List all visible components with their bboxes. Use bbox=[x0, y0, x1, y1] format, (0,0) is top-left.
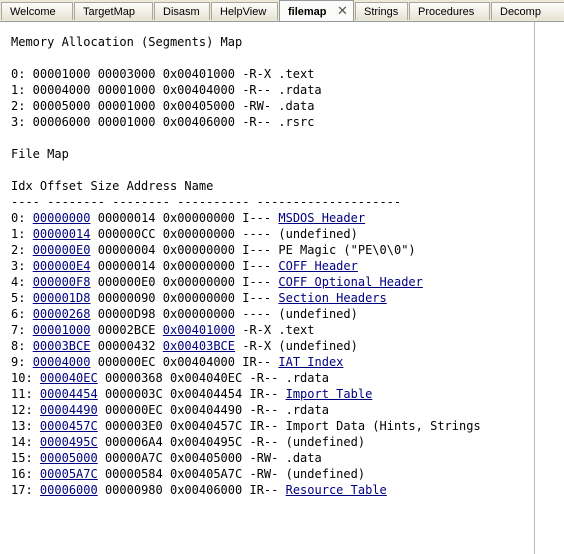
row-size: 00000368 bbox=[104, 371, 163, 385]
file-map-row bbox=[11, 354, 343, 370]
row-flags: I--- bbox=[242, 275, 272, 289]
file-map-header: Idx Offset Size Address Name bbox=[11, 179, 214, 193]
tab-label: Welcome bbox=[10, 6, 56, 18]
offset-link[interactable]: 00004454 bbox=[39, 387, 98, 401]
file-map-row bbox=[11, 338, 358, 354]
row-name: (undefined) bbox=[278, 339, 358, 353]
row-address: 0x00000000 bbox=[162, 259, 235, 273]
row-flags: -R-- bbox=[249, 371, 279, 385]
offset-link[interactable]: 0000495C bbox=[39, 435, 98, 449]
address-link[interactable]: 0x00401000 bbox=[162, 323, 235, 337]
name-link[interactable]: MSDOS Header bbox=[278, 211, 366, 225]
row-size: 00000980 bbox=[104, 483, 163, 497]
offset-link[interactable]: 000001D8 bbox=[32, 291, 91, 305]
row-flags: IR-- bbox=[249, 387, 279, 401]
offset-link[interactable]: 00006000 bbox=[39, 483, 98, 497]
name-link[interactable]: COFF Header bbox=[278, 259, 358, 273]
file-map-row bbox=[11, 258, 358, 274]
row-address: 0x00000000 bbox=[162, 227, 235, 241]
row-index: 4: bbox=[11, 275, 26, 289]
tab-decomp[interactable] bbox=[491, 2, 564, 20]
row-address: 0x00404000 bbox=[162, 355, 235, 369]
offset-link[interactable]: 00003BCE bbox=[32, 339, 91, 353]
tab-label: Strings bbox=[364, 6, 399, 18]
tab-helpview[interactable] bbox=[211, 2, 278, 20]
row-flags: I--- bbox=[242, 291, 272, 305]
tab-strings[interactable] bbox=[355, 2, 408, 20]
offset-link[interactable]: 00000268 bbox=[32, 307, 91, 321]
name-link[interactable]: COFF Optional Header bbox=[278, 275, 423, 289]
row-size: 000000EC bbox=[97, 355, 156, 369]
row-flags: ---- bbox=[242, 227, 272, 241]
row-flags: I--- bbox=[242, 211, 272, 225]
offset-link[interactable]: 00000014 bbox=[32, 227, 91, 241]
file-map-row bbox=[11, 386, 372, 402]
row-size: 0000003C bbox=[104, 387, 163, 401]
close-icon[interactable]: ✕ bbox=[337, 3, 348, 18]
file-map-row bbox=[11, 306, 358, 322]
row-size: 00002BCE bbox=[97, 323, 156, 337]
row-index: 14: bbox=[11, 435, 33, 449]
row-index: 3: bbox=[11, 259, 26, 273]
file-map-row bbox=[11, 290, 387, 306]
row-index: 7: bbox=[11, 323, 26, 337]
row-address: 0x00000000 bbox=[162, 291, 235, 305]
offset-link[interactable]: 00005A7C bbox=[39, 467, 98, 481]
file-map-row bbox=[11, 482, 387, 498]
row-index: 13: bbox=[11, 419, 33, 433]
row-flags: IR-- bbox=[249, 483, 279, 497]
row-address: 0x00404454 bbox=[169, 387, 243, 401]
filemap-view bbox=[0, 22, 535, 554]
name-link[interactable]: IAT Index bbox=[278, 355, 344, 369]
row-index: 0: bbox=[11, 211, 26, 225]
row-flags: IR-- bbox=[249, 419, 279, 433]
row-name: .rdata bbox=[285, 403, 329, 417]
memory-map-row: 2: 00005000 00001000 0x00405000 -RW- .data bbox=[11, 99, 315, 113]
row-address: 0x0040495C bbox=[169, 435, 243, 449]
row-size: 000003E0 bbox=[104, 419, 163, 433]
offset-link[interactable]: 00000000 bbox=[32, 211, 91, 225]
row-size: 000000EC bbox=[104, 403, 163, 417]
row-index: 1: bbox=[11, 227, 26, 241]
row-name: PE Magic ("PE\0\0") bbox=[278, 243, 416, 257]
tab-targetmap[interactable] bbox=[74, 2, 153, 20]
row-flags: -RW- bbox=[249, 467, 279, 481]
row-size: 000000CC bbox=[97, 227, 156, 241]
row-size: 000000E0 bbox=[97, 275, 156, 289]
row-size: 00000A7C bbox=[104, 451, 163, 465]
row-flags: -R-X bbox=[242, 339, 272, 353]
tab-label: Procedures bbox=[418, 6, 475, 18]
row-address: 0x00000000 bbox=[162, 243, 235, 257]
tab-label: TargetMap bbox=[83, 6, 135, 18]
file-map-row bbox=[11, 322, 315, 338]
row-flags: IR-- bbox=[242, 355, 272, 369]
file-map-row bbox=[11, 210, 365, 226]
row-size: 00000014 bbox=[97, 211, 156, 225]
row-address: 0x00406000 bbox=[169, 483, 243, 497]
row-flags: I--- bbox=[242, 243, 272, 257]
row-size: 00000014 bbox=[97, 259, 156, 273]
row-address: 0x00000000 bbox=[162, 275, 235, 289]
row-name: (undefined) bbox=[278, 227, 358, 241]
file-map-row bbox=[11, 450, 322, 466]
memory-map-row: 3: 00006000 00001000 0x00406000 -R-- .rsrc bbox=[11, 115, 315, 129]
row-name: Import Data (Hints, Strings bbox=[285, 419, 481, 433]
file-map-separator: ---- -------- -------- ---------- -------------------- bbox=[11, 195, 402, 209]
offset-link[interactable]: 00005000 bbox=[39, 451, 98, 465]
row-index: 15: bbox=[11, 451, 33, 465]
offset-link[interactable]: 00004490 bbox=[39, 403, 98, 417]
row-address: 0x00405000 bbox=[169, 451, 243, 465]
offset-link[interactable]: 00001000 bbox=[32, 323, 91, 337]
name-link[interactable]: Resource Table bbox=[285, 483, 387, 497]
row-address: 0x00404490 bbox=[169, 403, 243, 417]
tab-label: HelpView bbox=[220, 6, 267, 18]
row-size: 00000090 bbox=[97, 291, 156, 305]
offset-link[interactable]: 0000457C bbox=[39, 419, 98, 433]
offset-link[interactable]: 00004000 bbox=[32, 355, 91, 369]
row-flags: I--- bbox=[242, 259, 272, 273]
row-name: .text bbox=[278, 323, 315, 337]
name-link[interactable]: Import Table bbox=[285, 387, 373, 401]
row-index: 11: bbox=[11, 387, 33, 401]
tab-filemap[interactable] bbox=[279, 0, 354, 22]
row-index: 2: bbox=[11, 243, 26, 257]
address-link[interactable]: 0x00403BCE bbox=[162, 339, 235, 353]
file-map-title: File Map bbox=[11, 147, 69, 161]
row-address: 0x00000000 bbox=[162, 307, 235, 321]
tab-label: Decomp bbox=[500, 6, 541, 18]
memory-map-title: Memory Allocation (Segments) Map bbox=[11, 35, 243, 49]
row-flags: -R-- bbox=[249, 403, 279, 417]
row-address: 0x00000000 bbox=[162, 211, 235, 225]
row-size: 00000004 bbox=[97, 243, 156, 257]
row-index: 10: bbox=[11, 371, 33, 385]
row-index: 16: bbox=[11, 467, 33, 481]
tab-welcome[interactable] bbox=[1, 2, 73, 20]
file-map-row bbox=[11, 418, 481, 434]
memory-map-row: 0: 00001000 00003000 0x00401000 -R-X .text bbox=[11, 67, 315, 81]
tab-label: filemap bbox=[288, 6, 327, 18]
file-map-row bbox=[11, 402, 329, 418]
file-map-row bbox=[11, 434, 365, 450]
row-size: 000006A4 bbox=[104, 435, 163, 449]
row-flags: ---- bbox=[242, 307, 272, 321]
tab-disasm[interactable] bbox=[154, 2, 210, 20]
row-name: .rdata bbox=[285, 371, 329, 385]
row-name: .data bbox=[285, 451, 322, 465]
memory-map-row: 1: 00004000 00001000 0x00404000 -R-- .rdata bbox=[11, 83, 322, 97]
row-flags: -RW- bbox=[249, 451, 279, 465]
offset-link[interactable]: 000000E4 bbox=[32, 259, 91, 273]
tab-procedures[interactable] bbox=[409, 2, 490, 20]
offset-link[interactable]: 000040EC bbox=[39, 371, 98, 385]
row-address: 0x0040457C bbox=[169, 419, 243, 433]
row-index: 6: bbox=[11, 307, 26, 321]
file-map-row bbox=[11, 466, 365, 482]
offset-link[interactable]: 000000E0 bbox=[32, 243, 91, 257]
row-flags: -R-- bbox=[249, 435, 279, 449]
row-address: 0x004040EC bbox=[169, 371, 243, 385]
row-index: 5: bbox=[11, 291, 26, 305]
row-name: (undefined) bbox=[285, 467, 366, 481]
row-index: 17: bbox=[11, 483, 33, 497]
file-map-row bbox=[11, 274, 423, 290]
row-index: 8: bbox=[11, 339, 26, 353]
file-map-row bbox=[11, 242, 416, 258]
row-index: 12: bbox=[11, 403, 33, 417]
row-size: 00000584 bbox=[104, 467, 163, 481]
file-map-row bbox=[11, 226, 358, 242]
row-size: 00000D98 bbox=[97, 307, 156, 321]
name-link[interactable]: Section Headers bbox=[278, 291, 387, 305]
tab-label: Disasm bbox=[163, 6, 200, 18]
row-flags: -R-X bbox=[242, 323, 272, 337]
row-address: 0x00405A7C bbox=[169, 467, 243, 481]
row-name: (undefined) bbox=[285, 435, 366, 449]
tab-bar bbox=[0, 0, 564, 22]
row-size: 00000432 bbox=[97, 339, 156, 353]
row-index: 9: bbox=[11, 355, 26, 369]
offset-link[interactable]: 000000F8 bbox=[32, 275, 91, 289]
file-map-row bbox=[11, 370, 329, 386]
row-name: (undefined) bbox=[278, 307, 358, 321]
